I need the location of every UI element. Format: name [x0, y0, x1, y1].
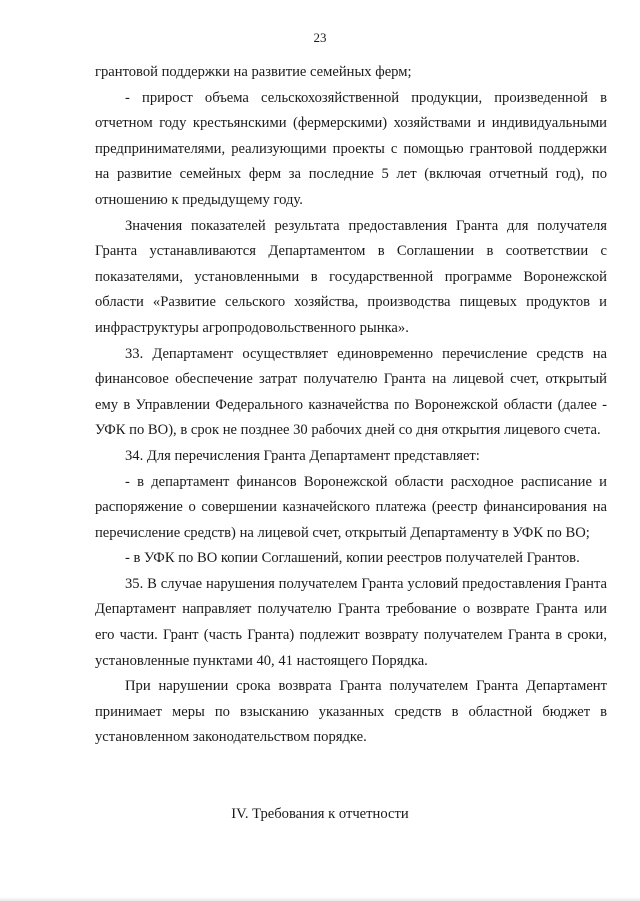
paragraph-clause-35: 35. В случае нарушения получателем Гранта условий предоставления Гранта Департамент направляет получателю Гранта требование о возврате Гранта или его части. Грант (часть Гранта) подлежит возврату получателем Гранта в сроки, установленные пунктами 40, 41 настоящего Порядка. — [95, 575, 607, 669]
page-number: 23 — [313, 30, 327, 45]
paragraph-ufk-copies: - в УФК по ВО копии Соглашений, копии реестров получателей Грантов. — [125, 550, 580, 567]
paragraph-continuation: грантовой поддержки на развитие семейных ферм; — [95, 64, 412, 80]
paragraph-indicator-values: Значения показателей результата предоставления Гранта для получателя Гранта устанавливаются Департаментом в Соглашении в соответствии с показателями, установленными в государственной программе Воронежской области «Развитие сельского хозяйства, производства пищевых продуктов и инфраструктуры агропродовольственного рынка». — [95, 217, 607, 336]
scan-edge — [0, 897, 640, 901]
paragraph-finance-department: - в департамент финансов Воронежской области расходное расписание и распоряжение о совершении казначейского платежа (реестр финансирования на перечисление средств) на лицевой счет, открытый Департаменту в УФК по ВО; — [95, 473, 607, 541]
paragraph-clause-33: 33. Департамент осуществляет единовременно перечисление средств на финансовое обеспечение затрат получателю Гранта на лицевой счет, открытый ему в Управлении Федерального казначейства по Воронежской области (далее - УФК по ВО), в срок не позднее 30 рабочих дней со дня открытия лицевого счета. — [95, 345, 607, 439]
section-heading: IV. Требования к отчетности — [231, 806, 409, 822]
paragraph-production-growth: - прирост объема сельскохозяйственной продукции, произведенной в отчетном году крестьянскими (фермерскими) хозяйствами и индивидуальными предпринимателями, реализующими проекты с помощью грантовой поддержки на развитие семейных ферм за последние 5 лет (включая отчетный год), по отношению к предыдущему году. — [95, 89, 607, 208]
paragraph-clause-34: 34. Для перечисления Гранта Департамент представляет: — [125, 447, 480, 464]
document-body — [95, 60, 607, 751]
paragraph-recovery-measures: При нарушении срока возврата Гранта получателем Гранта Департамент принимает меры по взысканию указанных средств в областной бюджет в установленном законодательством порядке. — [95, 678, 607, 746]
